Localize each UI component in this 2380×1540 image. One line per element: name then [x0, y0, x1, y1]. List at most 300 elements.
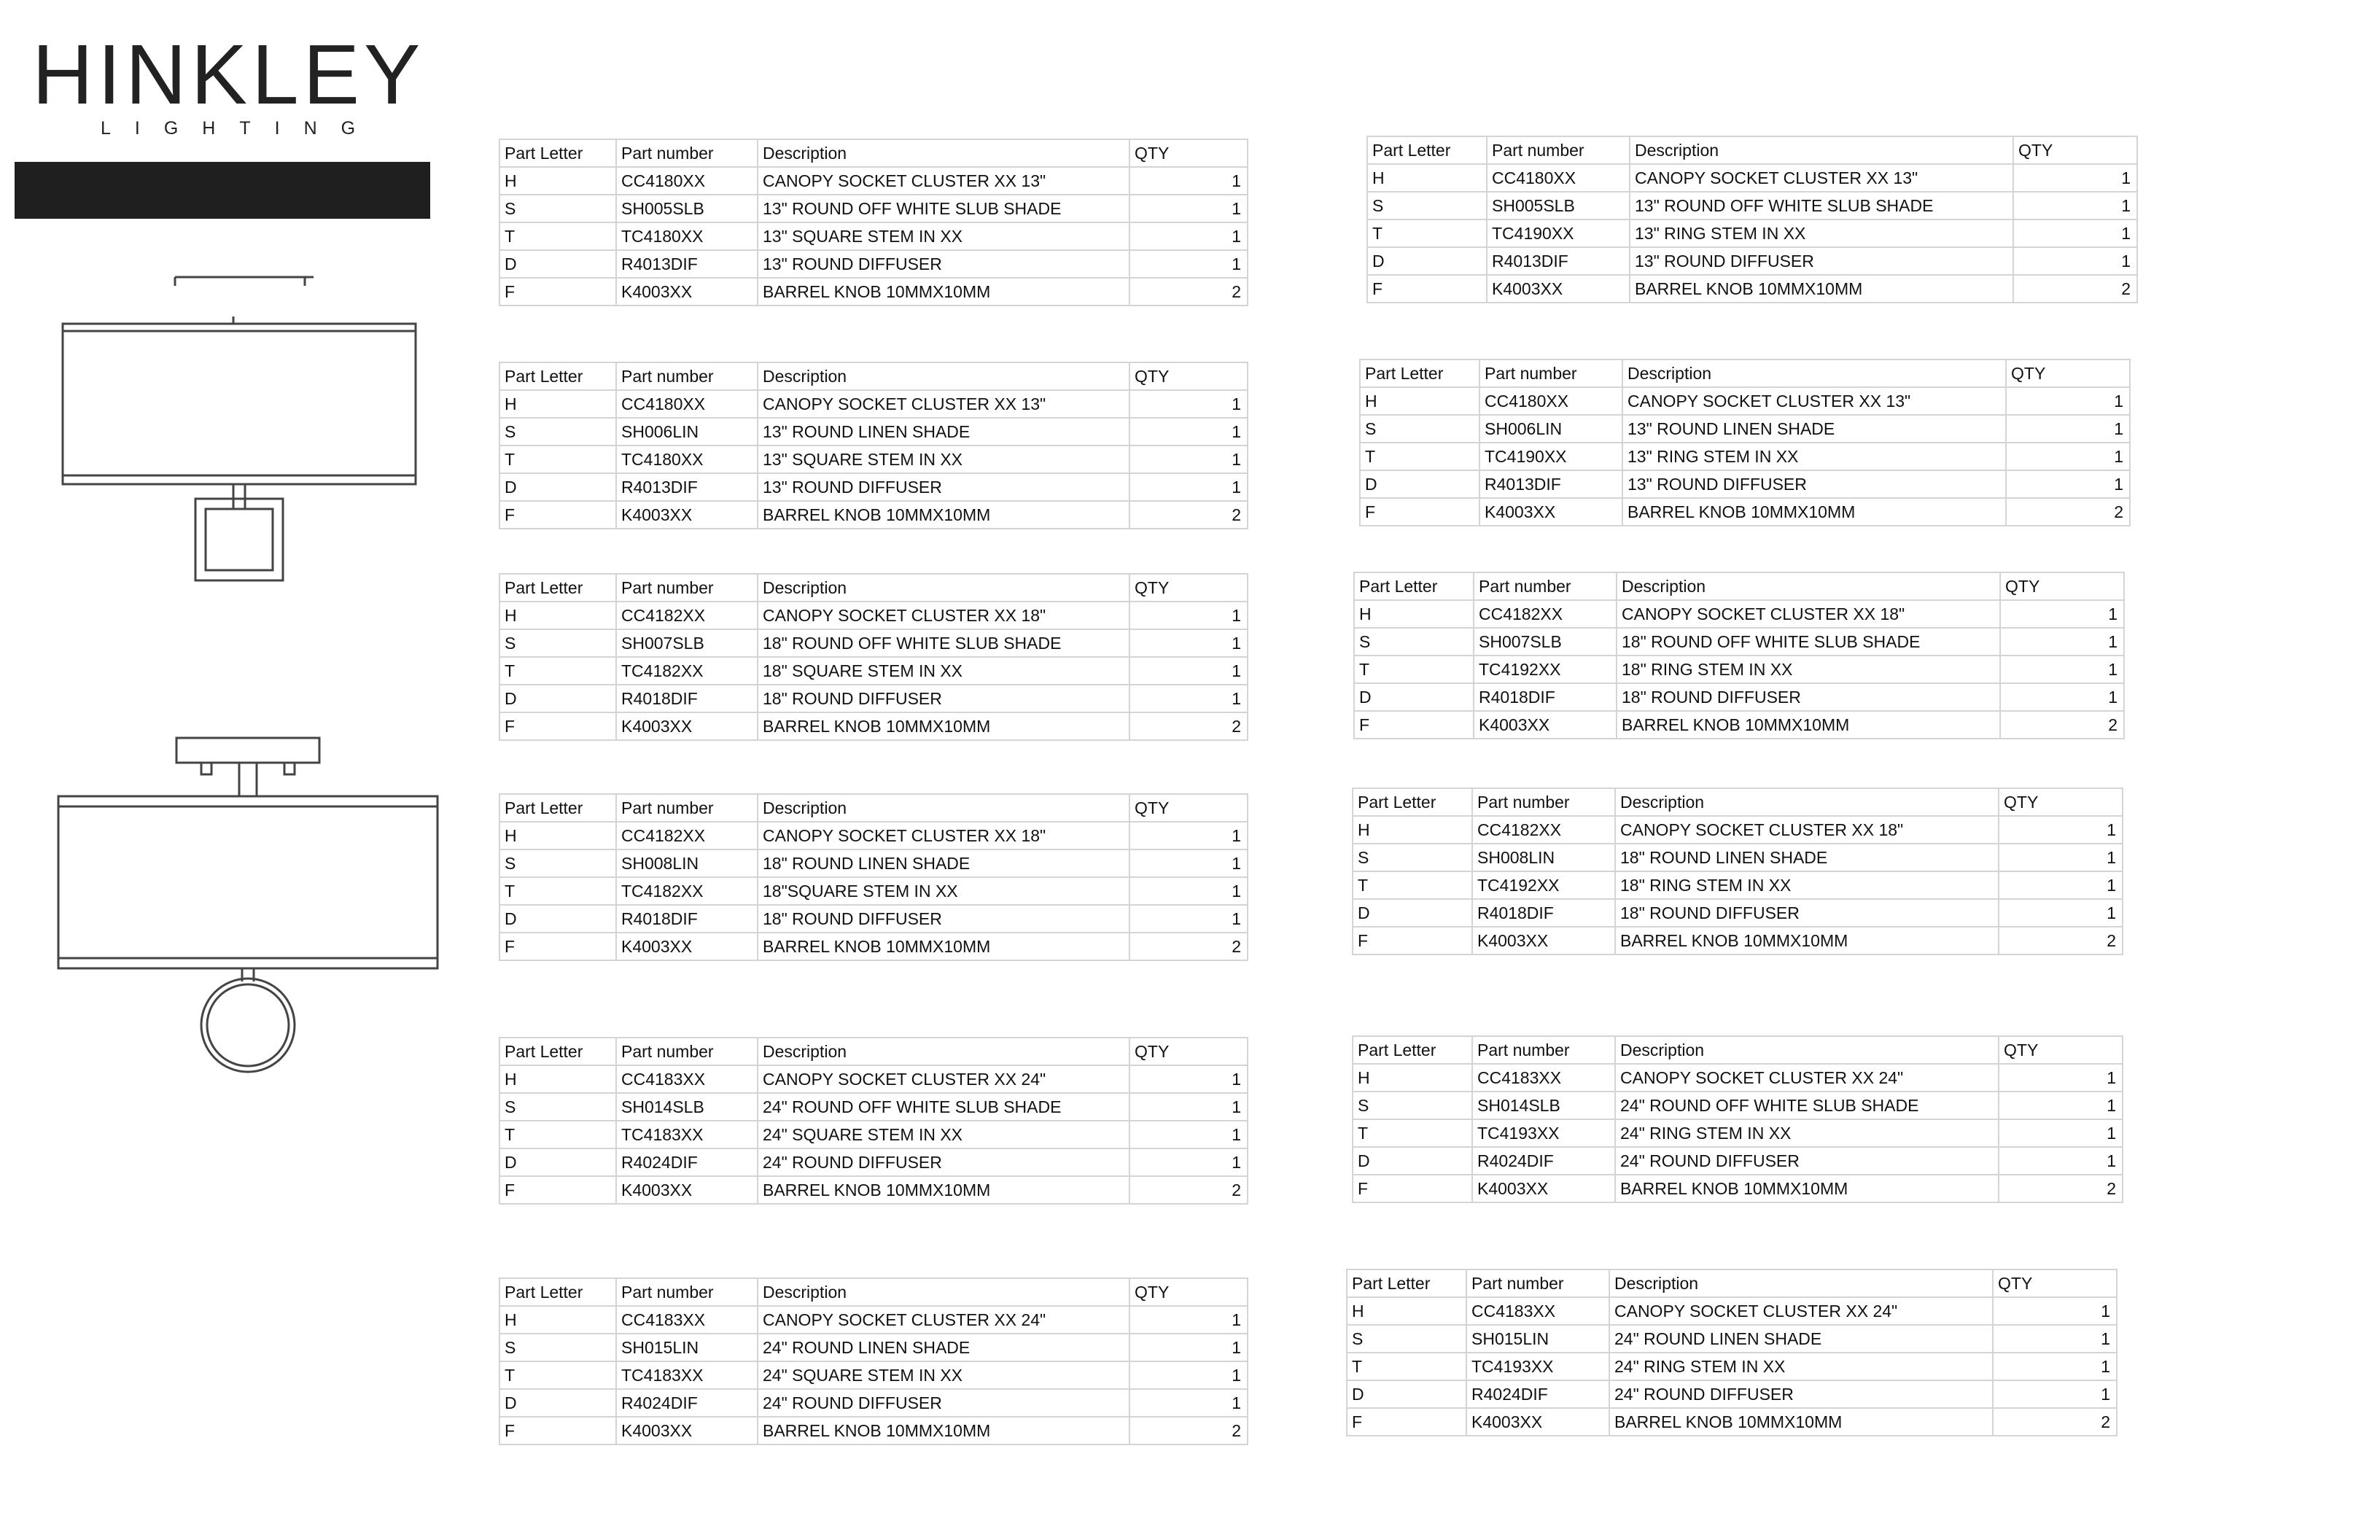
part-description: BARREL KNOB 10MMX10MM: [1615, 927, 1999, 954]
part-qty: 1: [2013, 164, 2137, 192]
col-header-qty: QTY: [1993, 1269, 2117, 1297]
part-letter: H: [1367, 164, 1487, 192]
part-description: 24" ROUND DIFFUSER: [1609, 1380, 1993, 1408]
part-letter: T: [499, 446, 616, 473]
table-header-row: [1353, 1036, 2123, 1064]
col-header-part-number: Part number: [616, 574, 758, 602]
table-row: [1367, 247, 2137, 275]
part-number: CC4182XX: [616, 822, 758, 849]
part-qty: 1: [1129, 629, 1248, 657]
col-header-part-letter: Part Letter: [499, 574, 616, 602]
part-letter: D: [499, 1389, 616, 1417]
part-number: R4024DIF: [616, 1148, 758, 1176]
table-row: [499, 167, 1248, 195]
part-description: 24" ROUND LINEN SHADE: [1609, 1325, 1993, 1353]
part-qty: 2: [1129, 1176, 1248, 1204]
part-description: 13" ROUND LINEN SHADE: [758, 418, 1129, 446]
table-row: [1353, 1092, 2123, 1119]
table-row: [1354, 628, 2124, 656]
part-qty: 1: [2006, 415, 2130, 443]
table-row: [499, 390, 1248, 418]
part-qty: 1: [1129, 1065, 1248, 1093]
table-header-row: [499, 139, 1248, 167]
hinkley-logo: [32, 27, 425, 139]
part-description: CANOPY SOCKET CLUSTER XX 13": [1630, 164, 2013, 192]
part-qty: 1: [1999, 1147, 2123, 1175]
col-header-description: Description: [1615, 788, 1999, 816]
part-number: K4003XX: [616, 1176, 758, 1204]
table-row: [499, 250, 1248, 278]
col-header-qty: QTY: [2013, 136, 2137, 164]
part-number: TC4180XX: [616, 222, 758, 250]
table-row: [1354, 683, 2124, 711]
table-row: [1367, 219, 2137, 247]
table-header-row: [499, 362, 1248, 390]
part-letter: F: [1347, 1408, 1466, 1436]
part-qty: 1: [1129, 1334, 1248, 1361]
part-number: SH005SLB: [1487, 192, 1630, 219]
part-qty: 1: [2000, 656, 2124, 683]
part-description: BARREL KNOB 10MMX10MM: [758, 933, 1129, 960]
part-number: SH015LIN: [616, 1334, 758, 1361]
part-number: R4024DIF: [1466, 1380, 1609, 1408]
table-row: [499, 712, 1248, 740]
table-row: [499, 1093, 1248, 1121]
part-letter: H: [499, 822, 616, 849]
part-number: TC4182XX: [616, 657, 758, 685]
part-letter: H: [1354, 600, 1474, 628]
shade-outline: [63, 324, 416, 484]
part-number: R4018DIF: [1474, 683, 1617, 711]
part-number: K4003XX: [616, 933, 758, 960]
part-number: K4003XX: [1487, 275, 1630, 303]
part-qty: 1: [1999, 1064, 2123, 1092]
table-row: [1353, 844, 2123, 871]
col-header-part-number: Part number: [1487, 136, 1630, 164]
parts-table: [1346, 1269, 2118, 1436]
table-header-row: [499, 1038, 1248, 1065]
part-number: TC4183XX: [616, 1361, 758, 1389]
part-letter: S: [1360, 415, 1479, 443]
col-header-description: Description: [758, 794, 1129, 822]
part-description: 18" RING STEM IN XX: [1617, 656, 2000, 683]
part-letter: S: [499, 629, 616, 657]
part-letter: D: [1347, 1380, 1466, 1408]
table-header-row: [1367, 136, 2137, 164]
parts-table: [499, 139, 1248, 306]
part-number: SH007SLB: [616, 629, 758, 657]
part-description: BARREL KNOB 10MMX10MM: [758, 501, 1129, 529]
part-number: CC4183XX: [1466, 1297, 1609, 1325]
part-description: 13" RING STEM IN XX: [1622, 443, 2006, 470]
part-number: R4013DIF: [1487, 247, 1630, 275]
table-row: [499, 1306, 1248, 1334]
part-description: 24" ROUND OFF WHITE SLUB SHADE: [1615, 1092, 1999, 1119]
part-description: 13" ROUND DIFFUSER: [758, 250, 1129, 278]
part-number: CC4180XX: [616, 390, 758, 418]
part-number: TC4193XX: [1466, 1353, 1609, 1380]
part-description: 18" SQUARE STEM IN XX: [758, 657, 1129, 685]
col-header-part-letter: Part Letter: [1353, 788, 1472, 816]
table-row: [1367, 192, 2137, 219]
part-letter: S: [499, 195, 616, 222]
part-description: 24" SQUARE STEM IN XX: [758, 1121, 1129, 1148]
table-row: [1360, 415, 2130, 443]
part-qty: 1: [1129, 657, 1248, 685]
parts-table: [1352, 788, 2123, 955]
part-number: SH014SLB: [616, 1093, 758, 1121]
part-qty: 2: [1999, 1175, 2123, 1202]
col-header-qty: QTY: [1129, 794, 1248, 822]
part-number: TC4193XX: [1472, 1119, 1615, 1147]
part-number: K4003XX: [616, 1417, 758, 1444]
part-qty: 1: [2000, 628, 2124, 656]
parts-table: [1352, 1035, 2123, 1203]
part-letter: T: [1347, 1353, 1466, 1380]
table-row: [1354, 600, 2124, 628]
table-row: [499, 1389, 1248, 1417]
part-letter: D: [499, 685, 616, 712]
part-description: 18" ROUND LINEN SHADE: [1615, 844, 1999, 871]
part-qty: 2: [2000, 711, 2124, 739]
part-qty: 1: [1129, 602, 1248, 629]
part-description: 24" ROUND OFF WHITE SLUB SHADE: [758, 1093, 1129, 1121]
part-letter: T: [1353, 871, 1472, 899]
table-row: [499, 1361, 1248, 1389]
part-letter: T: [1360, 443, 1479, 470]
table-row: [499, 849, 1248, 877]
part-letter: D: [1353, 1147, 1472, 1175]
part-letter: D: [1354, 683, 1474, 711]
col-header-description: Description: [758, 1038, 1129, 1065]
part-description: 18" RING STEM IN XX: [1615, 871, 1999, 899]
table-row: [1360, 443, 2130, 470]
table-row: [499, 602, 1248, 629]
parts-table: [499, 1278, 1248, 1445]
part-qty: 1: [2013, 192, 2137, 219]
col-header-part-number: Part number: [1474, 572, 1617, 600]
parts-table: [1366, 136, 2138, 303]
part-qty: 2: [1993, 1408, 2117, 1436]
part-letter: F: [499, 278, 616, 306]
table-row: [499, 933, 1248, 960]
part-qty: 1: [1999, 871, 2123, 899]
table-row: [1360, 470, 2130, 498]
part-description: CANOPY SOCKET CLUSTER XX 24": [1609, 1297, 1993, 1325]
part-number: R4013DIF: [616, 473, 758, 501]
table-header-row: [1360, 359, 2130, 387]
part-qty: 2: [1129, 278, 1248, 306]
part-letter: S: [1353, 844, 1472, 871]
part-letter: F: [1353, 927, 1472, 954]
part-qty: 1: [1129, 1389, 1248, 1417]
part-letter: S: [499, 1334, 616, 1361]
part-number: SH014SLB: [1472, 1092, 1615, 1119]
table-row: [1354, 656, 2124, 683]
part-description: 24" RING STEM IN XX: [1609, 1353, 1993, 1380]
part-description: 13" ROUND OFF WHITE SLUB SHADE: [1630, 192, 2013, 219]
col-header-qty: QTY: [2000, 572, 2124, 600]
part-description: BARREL KNOB 10MMX10MM: [1630, 275, 2013, 303]
part-qty: 2: [1129, 712, 1248, 740]
table-row: [499, 905, 1248, 933]
col-header-part-number: Part number: [616, 794, 758, 822]
part-number: SH005SLB: [616, 195, 758, 222]
part-number: R4013DIF: [616, 250, 758, 278]
part-number: SH008LIN: [1472, 844, 1615, 871]
part-number: CC4180XX: [1487, 164, 1630, 192]
part-description: BARREL KNOB 10MMX10MM: [758, 278, 1129, 306]
table-row: [1367, 164, 2137, 192]
part-description: CANOPY SOCKET CLUSTER XX 24": [1615, 1064, 1999, 1092]
table-row: [499, 1121, 1248, 1148]
part-letter: H: [499, 390, 616, 418]
part-letter: F: [499, 933, 616, 960]
table-row: [499, 1148, 1248, 1176]
col-header-qty: QTY: [1999, 1036, 2123, 1064]
part-letter: D: [499, 1148, 616, 1176]
part-description: 24" RING STEM IN XX: [1615, 1119, 1999, 1147]
part-description: BARREL KNOB 10MMX10MM: [758, 1417, 1129, 1444]
part-number: K4003XX: [616, 501, 758, 529]
col-header-part-number: Part number: [1472, 788, 1615, 816]
part-description: 18" ROUND OFF WHITE SLUB SHADE: [1617, 628, 2000, 656]
part-letter: H: [1360, 387, 1479, 415]
col-header-part-letter: Part Letter: [1353, 1036, 1472, 1064]
part-description: BARREL KNOB 10MMX10MM: [1609, 1408, 1993, 1436]
part-letter: T: [1367, 219, 1487, 247]
part-number: CC4180XX: [616, 167, 758, 195]
part-qty: 1: [1129, 849, 1248, 877]
part-number: R4018DIF: [616, 685, 758, 712]
part-qty: 1: [1999, 1119, 2123, 1147]
part-qty: 1: [1129, 1306, 1248, 1334]
part-letter: F: [1360, 498, 1479, 526]
col-header-qty: QTY: [1129, 139, 1248, 167]
part-qty: 1: [1129, 1148, 1248, 1176]
part-letter: F: [1354, 711, 1474, 739]
table-row: [499, 685, 1248, 712]
part-number: K4003XX: [1479, 498, 1622, 526]
col-header-part-number: Part number: [1466, 1269, 1609, 1297]
col-header-description: Description: [1617, 572, 2000, 600]
col-header-qty: QTY: [2006, 359, 2130, 387]
part-description: BARREL KNOB 10MMX10MM: [758, 712, 1129, 740]
col-header-description: Description: [1615, 1036, 1999, 1064]
part-description: 13" ROUND OFF WHITE SLUB SHADE: [758, 195, 1129, 222]
part-qty: 2: [1129, 501, 1248, 529]
part-number: TC4180XX: [616, 446, 758, 473]
part-description: 18"SQUARE STEM IN XX: [758, 877, 1129, 905]
part-description: 18" ROUND DIFFUSER: [1617, 683, 2000, 711]
table-row: [499, 418, 1248, 446]
logo-wordmark: HINKLEY: [32, 27, 425, 122]
part-letter: D: [1367, 247, 1487, 275]
table-row: [499, 222, 1248, 250]
table-header-row: [499, 794, 1248, 822]
part-number: CC4182XX: [616, 602, 758, 629]
part-number: CC4182XX: [1472, 816, 1615, 844]
square-stem-fixture-drawing: [51, 262, 430, 598]
col-header-part-letter: Part Letter: [499, 1038, 616, 1065]
part-qty: 1: [1999, 844, 2123, 871]
part-qty: 2: [2006, 498, 2130, 526]
part-number: R4024DIF: [616, 1389, 758, 1417]
table-row: [1353, 1064, 2123, 1092]
part-letter: H: [499, 602, 616, 629]
table-row: [1353, 1119, 2123, 1147]
col-header-description: Description: [758, 362, 1129, 390]
part-description: 24" ROUND DIFFUSER: [758, 1148, 1129, 1176]
part-number: TC4192XX: [1472, 871, 1615, 899]
part-letter: D: [1360, 470, 1479, 498]
part-letter: H: [499, 1065, 616, 1093]
part-description: BARREL KNOB 10MMX10MM: [758, 1176, 1129, 1204]
col-header-part-letter: Part Letter: [499, 1278, 616, 1306]
part-number: CC4183XX: [1472, 1064, 1615, 1092]
col-header-part-letter: Part Letter: [1367, 136, 1487, 164]
table-row: [1353, 1147, 2123, 1175]
part-letter: H: [1347, 1297, 1466, 1325]
part-letter: T: [1354, 656, 1474, 683]
parts-table: [1359, 359, 2131, 526]
part-letter: F: [1367, 275, 1487, 303]
col-header-part-letter: Part Letter: [499, 139, 616, 167]
part-qty: 1: [1129, 905, 1248, 933]
table-header-row: [1354, 572, 2124, 600]
part-qty: 1: [1129, 222, 1248, 250]
table-row: [499, 1065, 1248, 1093]
part-qty: 1: [1129, 877, 1248, 905]
part-number: SH015LIN: [1466, 1325, 1609, 1353]
table-row: [1353, 899, 2123, 927]
part-number: CC4180XX: [1479, 387, 1622, 415]
part-description: 24" SQUARE STEM IN XX: [758, 1361, 1129, 1389]
table-row: [1353, 927, 2123, 954]
shade-outline: [58, 796, 438, 968]
part-letter: F: [499, 1176, 616, 1204]
part-number: TC4192XX: [1474, 656, 1617, 683]
col-header-part-letter: Part Letter: [499, 794, 616, 822]
parts-table: [1353, 572, 2125, 739]
table-row: [1347, 1408, 2117, 1436]
part-qty: 1: [1999, 1092, 2123, 1119]
part-number: SH006LIN: [1479, 415, 1622, 443]
part-qty: 1: [1129, 418, 1248, 446]
part-letter: D: [1353, 899, 1472, 927]
part-qty: 2: [1999, 927, 2123, 954]
part-description: 24" ROUND DIFFUSER: [758, 1389, 1129, 1417]
part-qty: 1: [1993, 1353, 2117, 1380]
part-number: CC4182XX: [1474, 600, 1617, 628]
part-letter: S: [499, 1093, 616, 1121]
part-qty: 1: [1993, 1325, 2117, 1353]
square-stem-outline: [195, 499, 283, 580]
col-header-qty: QTY: [1999, 788, 2123, 816]
ring-stem-fixture-drawing: [51, 729, 445, 1086]
part-number: R4013DIF: [1479, 470, 1622, 498]
col-header-description: Description: [758, 1278, 1129, 1306]
part-letter: H: [499, 1306, 616, 1334]
table-row: [1367, 275, 2137, 303]
col-header-part-letter: Part Letter: [1354, 572, 1474, 600]
part-number: CC4183XX: [616, 1065, 758, 1093]
part-description: 24" ROUND LINEN SHADE: [758, 1334, 1129, 1361]
part-qty: 1: [1129, 195, 1248, 222]
part-description: 18" ROUND LINEN SHADE: [758, 849, 1129, 877]
part-qty: 1: [1129, 390, 1248, 418]
table-header-row: [499, 574, 1248, 602]
part-letter: S: [1347, 1325, 1466, 1353]
part-description: 13" RING STEM IN XX: [1630, 219, 2013, 247]
col-header-description: Description: [1609, 1269, 1993, 1297]
part-description: CANOPY SOCKET CLUSTER XX 24": [758, 1306, 1129, 1334]
part-letter: F: [499, 501, 616, 529]
table-header-row: [1347, 1269, 2117, 1297]
part-qty: 1: [1129, 446, 1248, 473]
ring-outline: [201, 979, 295, 1072]
part-description: BARREL KNOB 10MMX10MM: [1622, 498, 2006, 526]
part-description: BARREL KNOB 10MMX10MM: [1617, 711, 2000, 739]
part-qty: 1: [2000, 683, 2124, 711]
part-qty: 1: [2013, 219, 2137, 247]
part-number: K4003XX: [616, 712, 758, 740]
table-row: [1360, 498, 2130, 526]
part-description: 13" SQUARE STEM IN XX: [758, 222, 1129, 250]
part-description: CANOPY SOCKET CLUSTER XX 18": [758, 822, 1129, 849]
part-qty: 1: [2000, 600, 2124, 628]
part-qty: 1: [1129, 250, 1248, 278]
part-letter: H: [1353, 816, 1472, 844]
part-description: CANOPY SOCKET CLUSTER XX 18": [758, 602, 1129, 629]
stem-outline: [239, 763, 257, 796]
canopy-outline: [176, 738, 319, 763]
part-description: 18" ROUND DIFFUSER: [758, 905, 1129, 933]
table-row: [499, 473, 1248, 501]
col-header-part-letter: Part Letter: [499, 362, 616, 390]
part-qty: 1: [2013, 247, 2137, 275]
table-row: [1353, 816, 2123, 844]
table-row: [499, 446, 1248, 473]
part-description: BARREL KNOB 10MMX10MM: [1615, 1175, 1999, 1202]
part-letter: T: [499, 222, 616, 250]
part-qty: 2: [1129, 933, 1248, 960]
part-letter: T: [1353, 1119, 1472, 1147]
part-letter: F: [1353, 1175, 1472, 1202]
col-header-qty: QTY: [1129, 362, 1248, 390]
table-header-row: [499, 1278, 1248, 1306]
part-letter: S: [499, 418, 616, 446]
table-row: [499, 629, 1248, 657]
part-letter: D: [499, 250, 616, 278]
part-number: TC4182XX: [616, 877, 758, 905]
table-row: [499, 278, 1248, 306]
part-description: 13" SQUARE STEM IN XX: [758, 446, 1129, 473]
parts-table: [499, 1037, 1248, 1205]
part-number: CC4183XX: [616, 1306, 758, 1334]
part-letter: T: [499, 1361, 616, 1389]
table-row: [499, 822, 1248, 849]
col-header-part-number: Part number: [616, 362, 758, 390]
table-row: [1347, 1325, 2117, 1353]
part-description: CANOPY SOCKET CLUSTER XX 18": [1615, 816, 1999, 844]
part-qty: 1: [2006, 443, 2130, 470]
col-header-part-number: Part number: [616, 1038, 758, 1065]
part-qty: 1: [1129, 1093, 1248, 1121]
table-row: [1360, 387, 2130, 415]
col-header-qty: QTY: [1129, 1278, 1248, 1306]
part-description: 18" ROUND DIFFUSER: [1615, 899, 1999, 927]
